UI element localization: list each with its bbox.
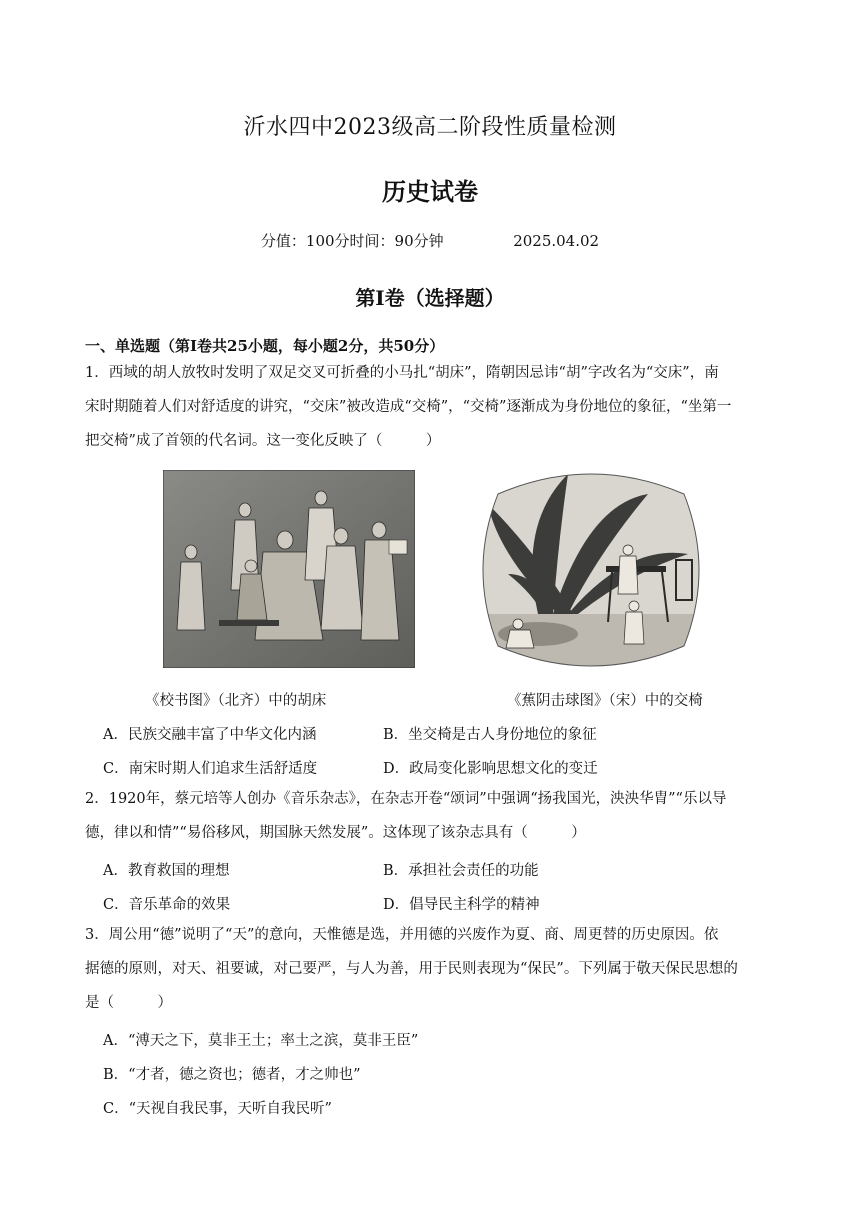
stem-line: 3．周公用“德”说明了“天”的意向，天惟德是选，并用德的兴废作为夏、商、周更替的历史原因。依 [85,927,719,943]
q1-option-b: B．坐交椅是古人身份地位的象征 [383,727,597,743]
stem-line: 是（ ） [85,995,172,1011]
stem-line: 宋时期随着人们对舒适度的讲究，“交床”被改造成“交椅”，“交椅”逐渐成为身份地位的象征，“坐第一 [85,399,732,415]
exam-title: 沂水四中2023级高二阶段性质量检测 [243,115,617,140]
q2-option-c: C．音乐革命的效果 [103,897,231,913]
q3-option-c: C．“天视自我民事，天听自我民听” [103,1101,332,1117]
q3-option-b: B．“才者，德之资也；德者，才之帅也” [103,1067,361,1083]
stem-line: 2．1920年，蔡元培等人创办《音乐杂志》，在杂志开卷“颂词”中强调“扬我国光，泱泱华胄”“乐以导 [85,791,727,807]
q2-option-d: D．倡导民主科学的精神 [383,897,540,913]
exam-meta [0,230,860,251]
question-1-stem [85,356,775,458]
q1-option-d: D．政局变化影响思想文化的变迁 [383,761,598,777]
question-3-stem [85,918,775,1020]
question-2-stem [85,782,775,850]
q2-option-a: A．教育救国的理想 [103,863,230,879]
painting-jiaoshu-image [163,470,415,668]
exam-date: 2025.04.02 [513,232,600,250]
stem-line: 把交椅”成了首领的代名词。这一变化反映了（ ） [85,433,441,449]
caption-jiaoyin: 《蕉阴击球图》（宋）中的交椅 [507,693,703,709]
section-title: 第Ⅰ卷（选择题） [355,286,505,310]
q3-option-a: A．“溥天之下，莫非王土；率土之滨，莫非王臣” [103,1033,419,1049]
stem-line: 据德的原则，对天、祖要诚，对己要严，与人为善，用于民则表现为“保民”。下列属于敬天保民思想的 [85,961,738,977]
part-heading: 一、单选题（第Ⅰ卷共25小题，每小题2分，共50分） [85,337,445,355]
score-time: 分值：100分时间：90分钟 [260,232,444,250]
stem-line: 德，律以和情”“易俗移风，期国脉天然发展”。这体现了该杂志具有（ ） [85,825,586,841]
exam-subject: 历史试卷 [382,177,478,206]
caption-jiaoshu: 《校书图》（北齐）中的胡床 [145,693,327,709]
painting-jiaoyin-image [478,464,704,676]
stem-line: 1．西域的胡人放牧时发明了双足交叉可折叠的小马扎“胡床”，隋朝因忌讳“胡”字改名为“交床”，南 [85,365,719,381]
q2-option-b: B．承担社会责任的功能 [383,863,539,879]
q1-option-c: C．南宋时期人们追求生活舒适度 [103,761,318,777]
q1-option-a: A．民族交融丰富了中华文化内涵 [103,727,317,743]
